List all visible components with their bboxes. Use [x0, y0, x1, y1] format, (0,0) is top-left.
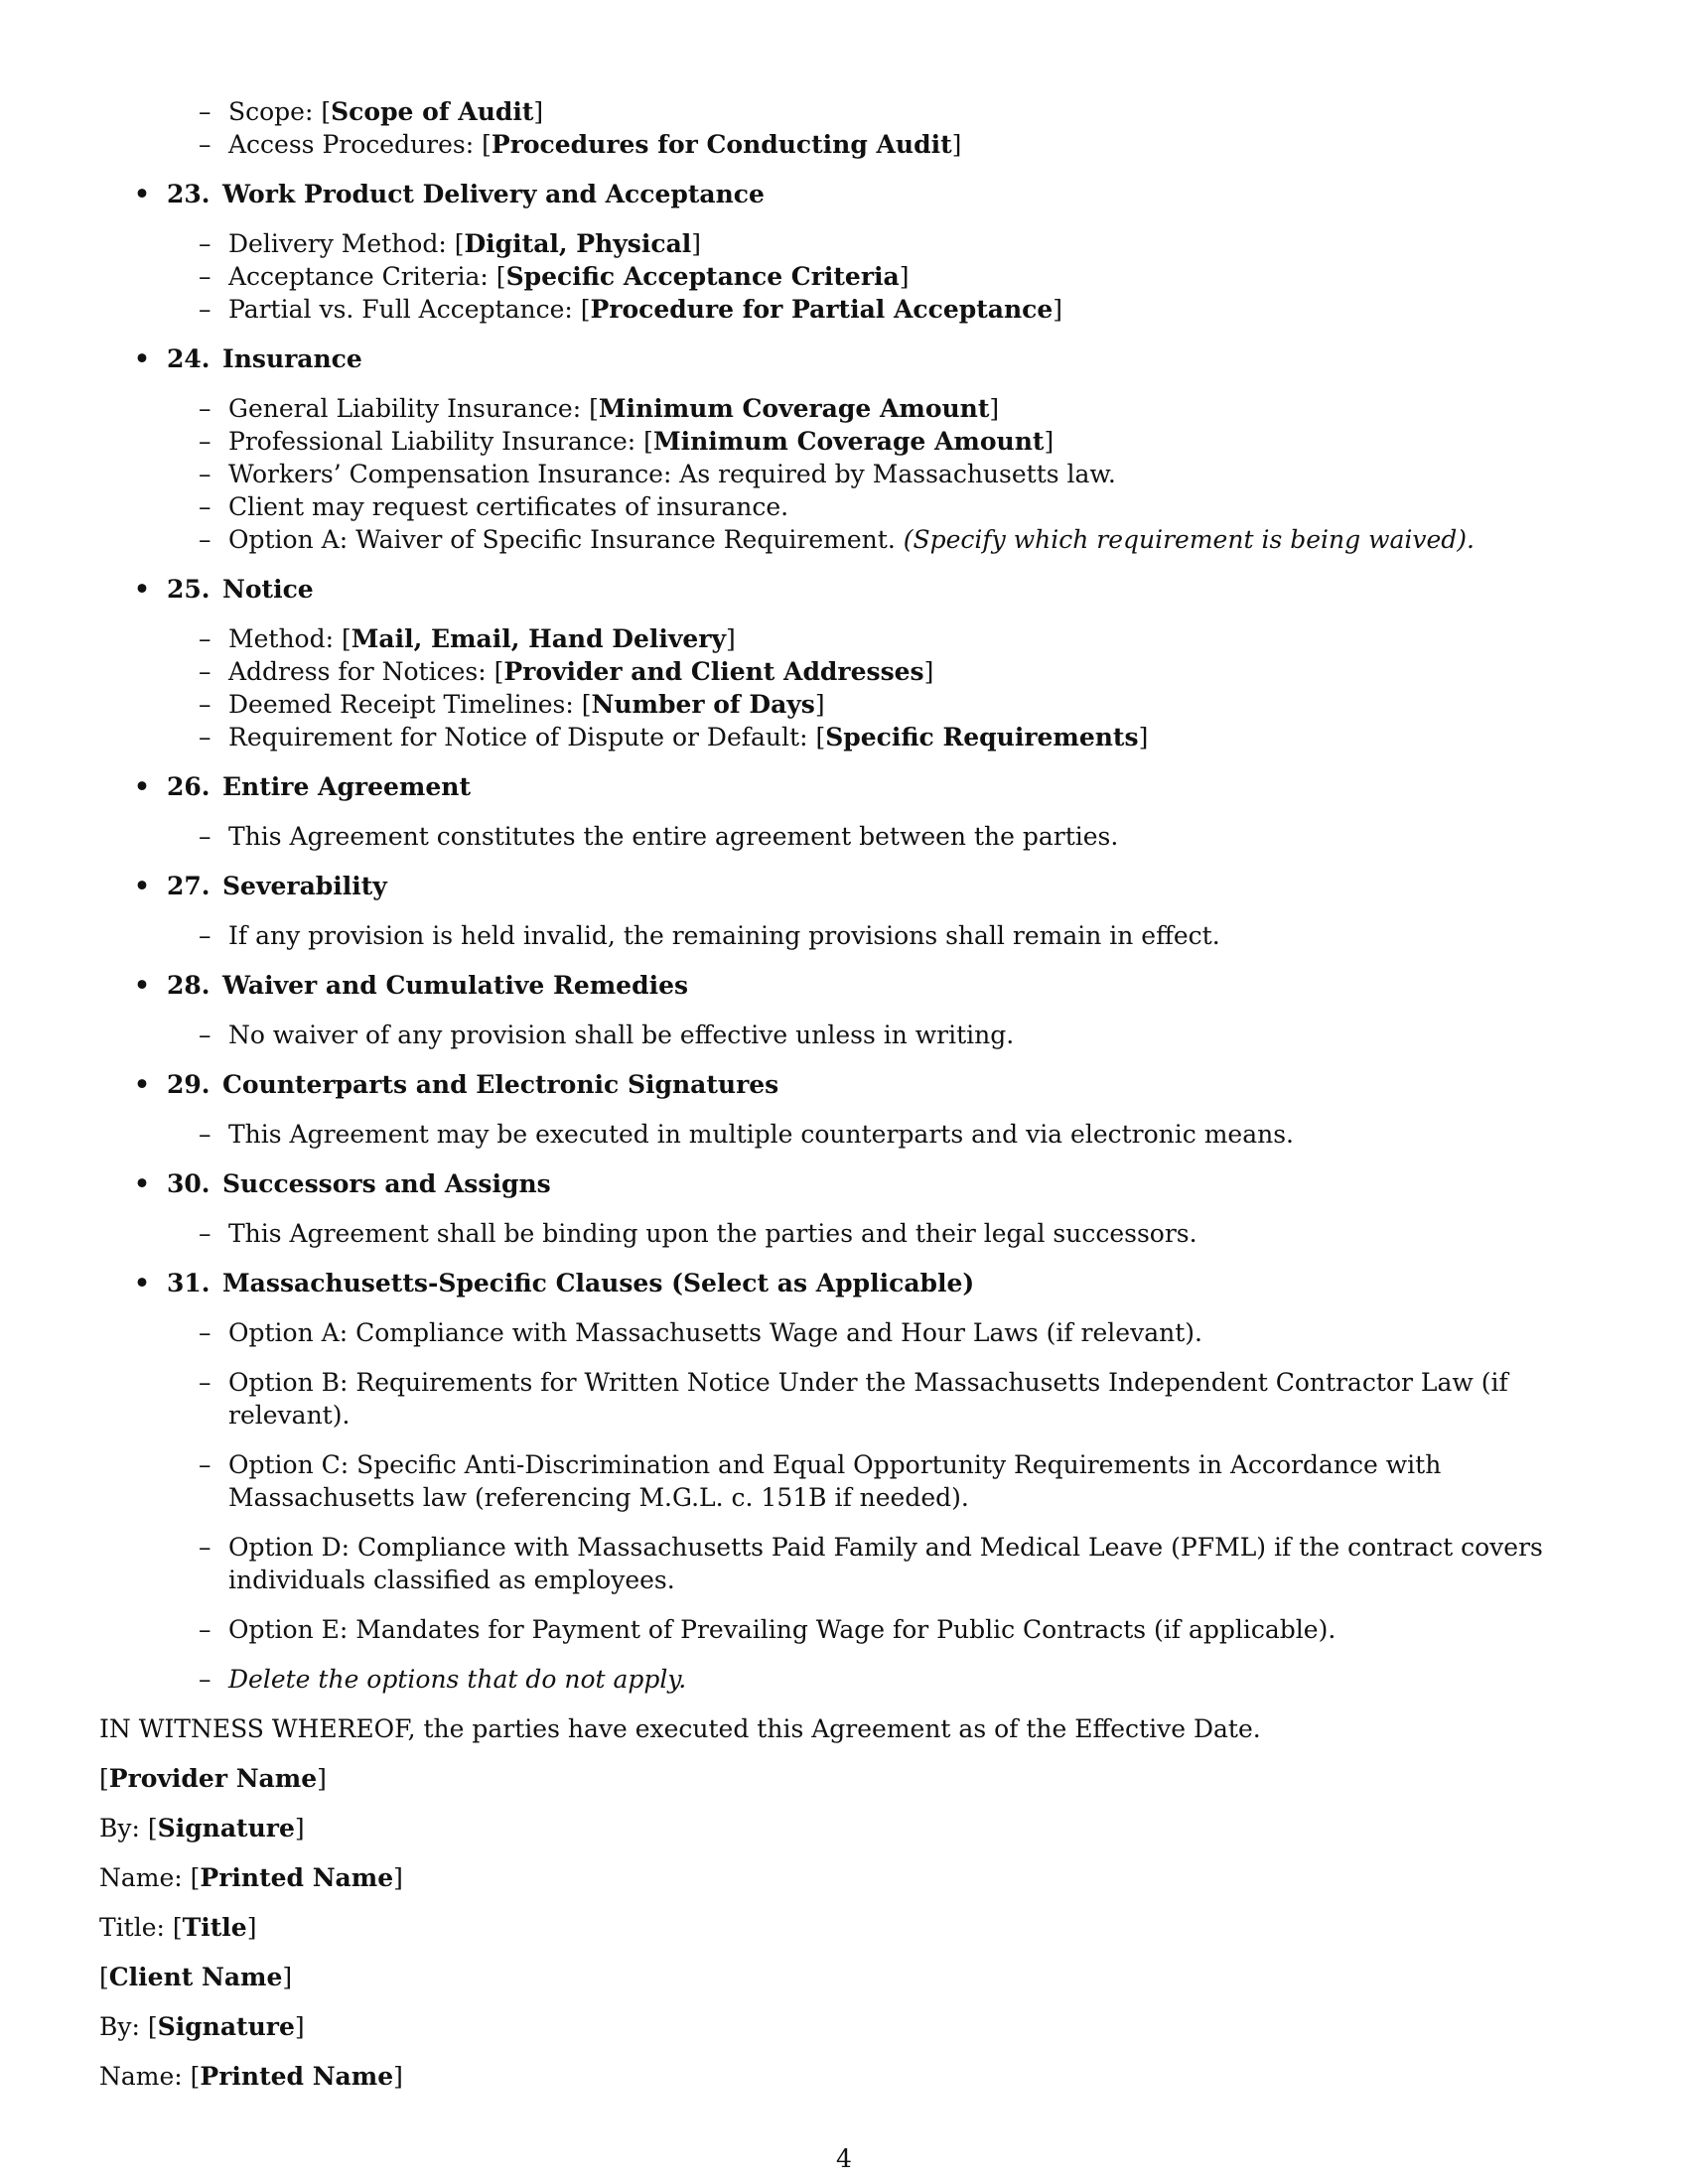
list-item: – If any provision is held invalid, the remaining provisions shall remain in effect. [199, 921, 1220, 950]
section-heading: • 27. Severability [134, 872, 387, 900]
section-items [99, 1217, 1609, 1250]
list-item: – Delete the options that do not apply. [199, 1665, 687, 1694]
section-27 [99, 870, 1609, 952]
provider-signature-line: By: [Signature] [99, 1814, 305, 1843]
section-items [99, 1118, 1609, 1151]
section-heading: • 23. Work Product Delivery and Acceptance [134, 180, 765, 208]
section-heading: • 24. Insurance [134, 344, 362, 373]
list-item: – General Liability Insurance: [Minimum Coverage Amount] [199, 394, 1000, 423]
section-29 [99, 1068, 1609, 1151]
list-item: – Delivery Method: [Digital, Physical] [199, 229, 702, 258]
list-item: – Option D: Compliance with Massachusetts Paid Family and Medical Leave (PFML) if the contract covers individuals classified as employees. [199, 1533, 1543, 1594]
section-items [99, 820, 1609, 853]
section-23 [99, 178, 1609, 326]
section-heading: • 26. Entire Agreement [134, 772, 471, 801]
list-item: – Address for Notices: [Provider and Client Addresses] [199, 657, 934, 686]
provider-printed-name-line: Name: [Printed Name] [99, 1863, 403, 1892]
section-items [99, 622, 1609, 753]
section-heading: • 30. Successors and Assigns [134, 1169, 551, 1198]
signature-block [99, 1762, 1609, 2093]
client-printed-name-line: Name: [Printed Name] [99, 2062, 403, 2091]
section-items [99, 227, 1609, 326]
section-26 [99, 770, 1609, 853]
audit-items [99, 95, 1609, 161]
provider-title-line: Title: [Title] [99, 1913, 257, 1942]
list-item: – Professional Liability Insurance: [Minimum Coverage Amount] [199, 427, 1055, 456]
list-item: – Requirement for Notice of Dispute or Default: [Specific Requirements] [199, 723, 1149, 751]
page-number: 4 [836, 2144, 852, 2173]
list-item: – Option A: Compliance with Massachusetts Wage and Hour Laws (if relevant). [199, 1318, 1202, 1347]
section-24 [99, 342, 1609, 556]
client-name: [Client Name] [99, 1963, 293, 1991]
list-item: – Option E: Mandates for Payment of Prevailing Wage for Public Contracts (if applicable). [199, 1615, 1336, 1644]
list-item: – Option C: Specific Anti-Discrimination and Equal Opportunity Requirements in Accordance with Massachusetts law (referencing M.G.L. c. 151B if needed). [199, 1450, 1442, 1512]
section-items [99, 1316, 1609, 1696]
list-item: – Deemed Receipt Timelines: [Number of Days] [199, 690, 825, 719]
list-item: – This Agreement shall be binding upon the parties and their legal successors. [199, 1219, 1197, 1248]
section-heading: • 28. Waiver and Cumulative Remedies [134, 971, 689, 1000]
list-item: – Acceptance Criteria: [Specific Acceptance Criteria] [199, 262, 910, 291]
section-31 [99, 1267, 1609, 1696]
list-item: – Client may request certificates of insurance. [199, 492, 789, 521]
list-item: – Method: [Mail, Email, Hand Delivery] [199, 624, 736, 653]
list-item: – This Agreement constitutes the entire agreement between the parties. [199, 822, 1119, 851]
section-30 [99, 1167, 1609, 1250]
section-28 [99, 969, 1609, 1051]
list-item: – No waiver of any provision shall be effective unless in writing. [199, 1021, 1015, 1049]
document-page [99, 95, 1609, 2110]
provider-name: [Provider Name] [99, 1764, 327, 1793]
section-25 [99, 573, 1609, 753]
section-items [99, 919, 1609, 952]
list-item: – Scope: [Scope of Audit] [199, 97, 544, 126]
list-item: – Access Procedures: [Procedures for Conducting Audit] [199, 130, 962, 159]
client-signature-line: By: [Signature] [99, 2012, 305, 2041]
section-heading: • 25. Notice [134, 575, 314, 604]
list-item: – This Agreement may be executed in multiple counterparts and via electronic means. [199, 1120, 1294, 1149]
section-heading: • 29. Counterparts and Electronic Signatures [134, 1070, 779, 1099]
list-item: – Option A: Waiver of Specific Insurance Requirement. (Specify which requirement is being waived). [199, 525, 1475, 554]
list-item: – Workers’ Compensation Insurance: As required by Massachusetts law. [199, 460, 1116, 488]
section-heading: • 31. Massachusetts-Specific Clauses (Select as Applicable) [134, 1269, 975, 1297]
list-item: – Partial vs. Full Acceptance: [Procedure for Partial Acceptance] [199, 295, 1063, 324]
section-items [99, 392, 1609, 556]
section-items [99, 1019, 1609, 1051]
witness-statement: IN WITNESS WHEREOF, the parties have executed this Agreement as of the Effective Date. [99, 1714, 1261, 1743]
list-item: – Option B: Requirements for Written Notice Under the Massachusetts Independent Contractor Law (if relevant). [199, 1368, 1508, 1430]
